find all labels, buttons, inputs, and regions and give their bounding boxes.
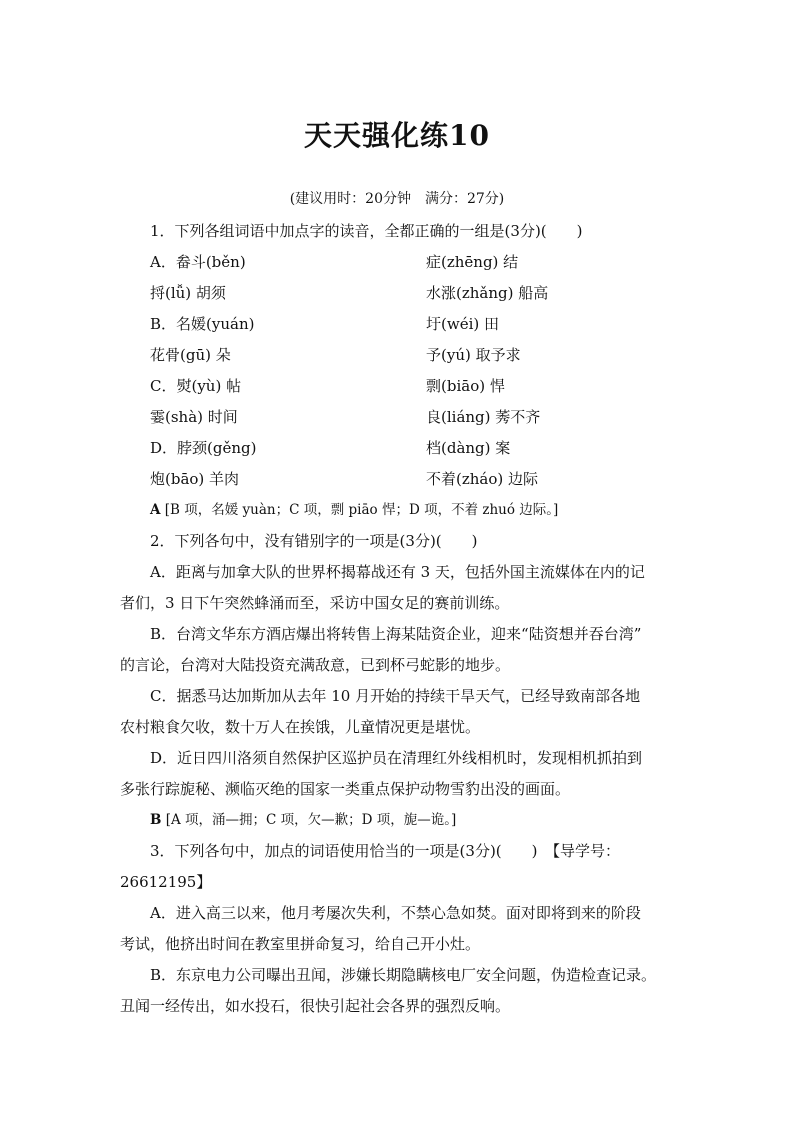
question-1-option-row	[120, 402, 680, 433]
question-1-option-row	[120, 340, 680, 371]
question-3-line: B．东京电力公司曝出丑闻，涉嫌长期隐瞒核电厂安全问题，伪造检查记录。	[150, 966, 657, 984]
option-cell: 症(zhēng) 结	[426, 253, 519, 271]
option-cell: 水涨(zhǎng) 船高	[426, 284, 549, 302]
question-2-stem: 2．下列各句中，没有错别字的一项是(3分)( )	[150, 532, 478, 550]
option-cell: 捋(lǚ) 胡须	[150, 284, 226, 302]
question-3-stem-continued: 26612195】	[120, 873, 212, 891]
option-cell: B．名媛(yuán)	[150, 315, 255, 333]
option-cell: 霎(shà) 时间	[150, 408, 238, 426]
page-subtitle: (建议用时：20分钟 满分：27分)	[289, 191, 505, 207]
option-cell: C．熨(yù) 帖	[150, 377, 242, 395]
question-2-line: 农村粮食欠收，数十万人在挨饿，儿童情况更是堪忧。	[120, 718, 481, 736]
option-cell: 予(yú) 取予求	[426, 346, 521, 364]
question-3-stem: 3．下列各句中，加点的词语使用恰当的一项是(3分)( ) 【导学号：	[150, 842, 620, 860]
question-1-stem: 1．下列各组词语中加点字的读音，全都正确的一组是(3分)( )	[150, 222, 583, 240]
option-cell: D．脖颈(gěng)	[150, 439, 257, 457]
question-2-line: D．近日四川洛须自然保护区巡护员在清理红外线相机时，发现相机抓拍到	[150, 749, 643, 767]
option-cell: 档(dàng) 案	[426, 439, 511, 457]
option-cell: 炮(bāo) 羊肉	[150, 470, 240, 488]
answer-explanation: [B 项，名媛 yuàn；C 项，剽 piāo 悍；D 项，不着 zhuó 边际。]	[164, 502, 559, 518]
question-1-option-row	[120, 371, 680, 402]
question-2-line: 者们，3 日下午突然蜂涌而至，采访中国女足的赛前训练。	[120, 594, 510, 612]
question-1-option-row	[120, 278, 680, 309]
question-2-line: A．距离与加拿大队的世界杯揭幕战还有 3 天，包括外国主流媒体在内的记	[150, 563, 645, 581]
option-cell: 剽(biāo) 悍	[426, 377, 505, 395]
option-cell: 不着(zháo) 边际	[426, 470, 539, 488]
question-2-line: 的言论，台湾对大陆投资充满敌意，已到杯弓蛇影的地步。	[120, 656, 511, 674]
answer-letter: A	[150, 502, 161, 518]
question-2-line: 多张行踪旎秘、濒临灭绝的国家一类重点保护动物雪豹出没的画面。	[120, 780, 571, 798]
answer-letter: B	[150, 812, 162, 828]
option-cell: 良(liáng) 莠不齐	[426, 408, 541, 426]
option-cell: 圩(wéi) 田	[426, 315, 499, 333]
question-2-answer	[120, 805, 680, 836]
question-1-answer	[120, 495, 680, 526]
option-cell: A．畚斗(běn)	[150, 253, 246, 271]
question-2-line: B．台湾文华东方酒店爆出将转售上海某陆资企业，迎来“陆资想并吞台湾”	[150, 625, 642, 643]
page-title: 天天强化练10	[304, 119, 490, 152]
question-1-option-row	[120, 247, 680, 278]
document-content	[120, 216, 680, 1022]
question-3-line: A．进入高三以来，他月考屡次失利，不禁心急如焚。面对即将到来的阶段	[150, 904, 641, 922]
question-3-line: 丑闻一经传出，如水投石，很快引起社会各界的强烈反响。	[120, 997, 511, 1015]
option-cell: 花骨(gū) 朵	[150, 346, 231, 364]
question-1-option-row	[120, 309, 680, 340]
question-1-option-row	[120, 464, 680, 495]
question-1-option-row	[120, 433, 680, 464]
question-2-line: C．据悉马达加斯加从去年 10 月开始的持续干旱天气，已经导致南部各地	[150, 687, 641, 705]
question-3-line: 考试，他挤出时间在教室里拼命复习，给自己开小灶。	[120, 935, 481, 953]
answer-explanation: [A 项，涌—拥；C 项，欠—歉；D 项，旎—诡。]	[165, 812, 457, 828]
